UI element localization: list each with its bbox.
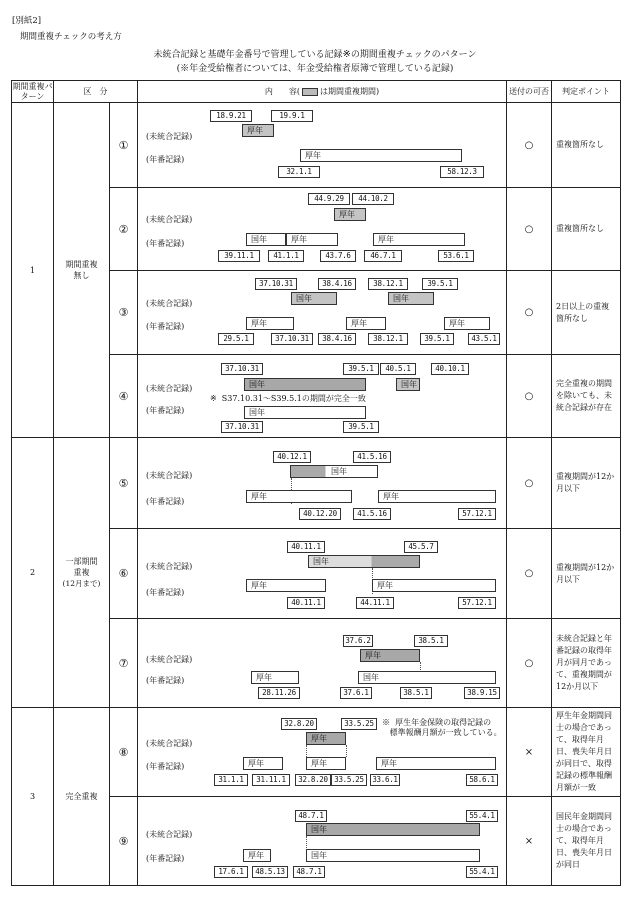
record-bar: 厚年 xyxy=(251,671,299,684)
main-title: 未統合記録と基礎年金番号で管理している記録※の期間重複チェックのパターン xyxy=(153,49,477,60)
record-bar: 国年 xyxy=(306,849,480,862)
date-label: 48.7.1 xyxy=(295,810,327,822)
mitogo-label: (未統合記録) xyxy=(146,384,193,393)
date-label: 33.6.1 xyxy=(370,774,400,786)
note-text: ※ S37.10.31〜S39.5.1の期間が完全一致 xyxy=(210,394,366,403)
date-label: 38.12.1 xyxy=(368,278,408,290)
date-label: 39.5.1 xyxy=(420,333,454,345)
date-label: 38.5.1 xyxy=(400,687,432,699)
judge-point: 重複期間が12か月以下 xyxy=(552,529,621,619)
sub-title: (※年金受給権者については、年金受給権者原簿で管理している記録) xyxy=(176,64,454,74)
date-label: 40.11.1 xyxy=(287,597,325,609)
date-label: 33.5.25 xyxy=(331,774,367,786)
date-label: 37.6.1 xyxy=(340,687,372,699)
date-label: 37.10.31 xyxy=(255,278,297,290)
nenban-label: (年番記録) xyxy=(146,588,185,597)
date-label: 39.5.1 xyxy=(343,421,379,433)
date-label: 37.10.31 xyxy=(221,421,263,433)
date-label: 17.6.1 xyxy=(214,866,248,878)
date-label: 40.10.1 xyxy=(431,363,469,375)
send-status: ○ xyxy=(507,103,552,188)
record-bar: 厚年 xyxy=(346,317,386,330)
record-bar: 厚年 xyxy=(242,124,274,137)
nenban-label: (年番記録) xyxy=(146,854,185,863)
record-bar: 国年 xyxy=(290,465,378,478)
record-bar: 国年 xyxy=(246,233,286,246)
date-label: 40.5.1 xyxy=(380,363,416,375)
nenban-label: (年番記録) xyxy=(146,406,185,415)
mitogo-label: (未統合記録) xyxy=(146,471,193,480)
date-label: 39.5.1 xyxy=(343,363,379,375)
row-content-1 xyxy=(138,103,507,188)
date-label: 57.12.1 xyxy=(458,508,496,520)
row-no: ⑦ xyxy=(110,619,138,708)
date-label: 44.10.2 xyxy=(352,193,394,205)
group-label-2: 一部期間重複 (12月まで) xyxy=(54,438,110,708)
col-category: 区 分 xyxy=(54,81,138,103)
record-bar: 厚年 xyxy=(306,757,346,770)
record-bar: 厚年 xyxy=(360,649,420,662)
judge-point: 重複箇所なし xyxy=(552,103,621,188)
record-bar: 厚年 xyxy=(300,149,462,162)
doc-title: 期間重複チェックの考え方 xyxy=(20,32,122,42)
row-no: ④ xyxy=(110,355,138,438)
date-label: 29.5.1 xyxy=(218,333,254,345)
group-label-1: 期間重複無し xyxy=(54,103,110,438)
date-label: 40.12.1 xyxy=(273,451,311,463)
record-bar: 厚年 xyxy=(246,490,352,503)
nenban-label: (年番記録) xyxy=(146,155,185,164)
date-label: 45.5.7 xyxy=(404,541,438,553)
judge-point: 重複期間が12か月以下 xyxy=(552,438,621,529)
date-label: 38.5.1 xyxy=(414,635,448,647)
nenban-label: (年番記録) xyxy=(146,762,185,771)
send-status: ○ xyxy=(507,619,552,708)
date-label: 55.4.1 xyxy=(466,866,498,878)
record-bar: 厚年 xyxy=(444,317,490,330)
date-label: 38.4.16 xyxy=(318,278,356,290)
send-status: ○ xyxy=(507,438,552,529)
date-label: 43.7.6 xyxy=(320,250,356,262)
record-bar: 国年 xyxy=(308,555,420,568)
date-label: 55.4.1 xyxy=(466,810,498,822)
mitogo-label: (未統合記録) xyxy=(146,299,193,308)
date-label: 44.11.1 xyxy=(356,597,394,609)
group-label-3: 完全重複 xyxy=(54,708,110,886)
judge-point: 厚生年金期間同士の場合であって、取得年月日、喪失年月日が同日で、取得記録の標準報酬月額が一致 xyxy=(552,708,621,797)
judge-point: 国民年金期間同士の場合であって、取得年月日、喪失年月日が同日 xyxy=(552,797,621,886)
send-status: × xyxy=(507,708,552,797)
row-content-8 xyxy=(138,708,507,797)
date-label: 37.10.31 xyxy=(221,363,263,375)
judge-point: 重複箇所なし xyxy=(552,188,621,271)
record-bar: 国年 xyxy=(388,292,434,305)
mitogo-label: (未統合記録) xyxy=(146,739,193,748)
date-label: 19.9.1 xyxy=(271,110,313,122)
row-no: ⑨ xyxy=(110,797,138,886)
date-label: 40.11.1 xyxy=(287,541,325,553)
nenban-label: (年番記録) xyxy=(146,322,185,331)
mitogo-label: (未統合記録) xyxy=(146,830,193,839)
row-content-3 xyxy=(138,271,507,355)
judge-point: 未統合記録と年番記録の取得年月が同月であって、重複期間が12か月以下 xyxy=(552,619,621,708)
date-label: 41.5.16 xyxy=(353,451,391,463)
overlap-guide xyxy=(306,745,307,757)
judge-point: 完全重複の期間を除いても、未統合記録が存在 xyxy=(552,355,621,438)
col-pattern: 期間重複パターン xyxy=(12,81,53,101)
date-label: 31.1.1 xyxy=(214,774,248,786)
record-bar: 厚年 xyxy=(376,757,496,770)
record-bar: 国年 xyxy=(358,671,496,684)
date-label: 38.12.1 xyxy=(368,333,408,345)
send-status: ○ xyxy=(507,355,552,438)
send-status: × xyxy=(507,797,552,886)
row-content-6 xyxy=(138,529,507,619)
record-bar: 国年 xyxy=(396,378,420,391)
date-label: 48.7.1 xyxy=(293,866,325,878)
date-label: 39.5.1 xyxy=(422,278,458,290)
record-bar: 厚年 xyxy=(373,233,465,246)
date-label: 38.4.16 xyxy=(318,333,356,345)
record-bar: 国年 xyxy=(291,292,337,305)
row-content-9 xyxy=(138,797,507,886)
col-judgement: 判定ポイント xyxy=(552,81,621,103)
overlap-guide xyxy=(306,836,307,850)
record-bar: 厚年 xyxy=(243,757,283,770)
date-label: 32.1.1 xyxy=(278,166,320,178)
note-text: ※ 厚生年金保険の取得記録の 標準報酬月額が一致している。 xyxy=(382,718,502,737)
record-bar: 国年 xyxy=(244,406,366,419)
mitogo-label: (未統合記録) xyxy=(146,655,193,664)
pattern-table xyxy=(11,80,621,886)
date-label: 18.9.21 xyxy=(210,110,252,122)
row-content-7 xyxy=(138,619,507,708)
col-sendable: 送付の可否 xyxy=(507,81,552,103)
mitogo-label: (未統合記録) xyxy=(146,215,193,224)
record-bar: 厚年 xyxy=(246,317,294,330)
date-label: 39.11.1 xyxy=(218,250,260,262)
row-no: ② xyxy=(110,188,138,271)
col-content: 内 容( は期間重複期間) xyxy=(138,81,507,103)
date-label: 58.12.3 xyxy=(440,166,484,178)
group-num-2: 2 xyxy=(12,438,54,708)
date-label: 46.7.1 xyxy=(364,250,402,262)
date-label: 28.11.26 xyxy=(258,687,300,699)
send-status: ○ xyxy=(507,271,552,355)
send-status: ○ xyxy=(507,529,552,619)
row-no: ① xyxy=(110,103,138,188)
date-label: 57.12.1 xyxy=(458,597,496,609)
date-label: 38.9.15 xyxy=(464,687,500,699)
record-bar: 国年 xyxy=(306,823,480,836)
row-content-5 xyxy=(138,438,507,529)
record-bar: 厚年 xyxy=(306,732,346,745)
date-label: 33.5.25 xyxy=(341,718,377,730)
row-no: ⑥ xyxy=(110,529,138,619)
record-bar: 厚年 xyxy=(334,208,366,221)
row-no: ⑧ xyxy=(110,708,138,797)
mitogo-label: (未統合記録) xyxy=(146,562,193,571)
doc-tag: [別紙2] xyxy=(12,16,42,26)
record-bar: 国年 xyxy=(244,378,366,391)
group-num-3: 3 xyxy=(12,708,54,886)
date-label: 37.10.31 xyxy=(271,333,313,345)
send-status: ○ xyxy=(507,188,552,271)
date-label: 37.6.2 xyxy=(343,635,373,647)
date-label: 43.5.1 xyxy=(468,333,500,345)
date-label: 31.11.1 xyxy=(252,774,290,786)
date-label: 32.8.20 xyxy=(281,718,317,730)
overlap-guide xyxy=(346,745,347,757)
date-label: 40.12.20 xyxy=(299,508,341,520)
row-content-2 xyxy=(138,188,507,271)
group-num-1: 1 xyxy=(12,103,54,438)
record-bar: 厚年 xyxy=(378,490,496,503)
date-label: 58.6.1 xyxy=(466,774,498,786)
nenban-label: (年番記録) xyxy=(146,676,185,685)
record-bar: 厚年 xyxy=(286,233,338,246)
date-label: 32.8.20 xyxy=(295,774,331,786)
date-label: 41.1.1 xyxy=(268,250,304,262)
judge-point: 2日以上の重複箇所なし xyxy=(552,271,621,355)
date-label: 53.6.1 xyxy=(438,250,474,262)
row-content-4 xyxy=(138,355,507,438)
date-label: 48.5.13 xyxy=(252,866,288,878)
mitogo-label: (未統合記録) xyxy=(146,132,193,141)
nenban-label: (年番記録) xyxy=(146,239,185,248)
nenban-label: (年番記録) xyxy=(146,497,185,506)
row-no: ③ xyxy=(110,271,138,355)
record-bar: 厚年 xyxy=(246,579,326,592)
record-bar: 厚年 xyxy=(243,849,271,862)
date-label: 41.5.16 xyxy=(353,508,391,520)
date-label: 44.9.29 xyxy=(308,193,350,205)
row-no: ⑤ xyxy=(110,438,138,529)
record-bar: 厚年 xyxy=(372,579,496,592)
